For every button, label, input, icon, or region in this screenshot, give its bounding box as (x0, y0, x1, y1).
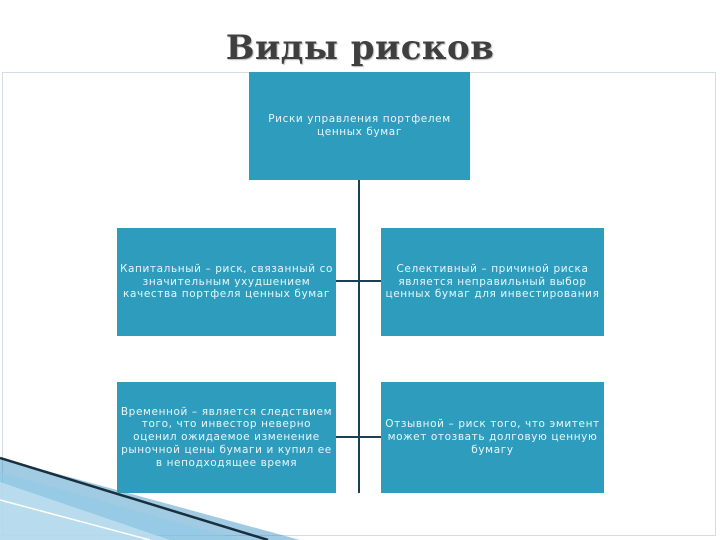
root-risk-node: Риски управления портфелем ценных бумаг (249, 72, 470, 180)
risk-node-selective: Селективный – причиной риска является неправильный выбор ценных бумаг для инвестирования (381, 228, 604, 336)
risk-node-callable: Отзывной – риск того, что эмитент может отозвать долговую ценную бумагу (381, 382, 604, 493)
slide-title: Виды рисков (225, 28, 495, 68)
risk-node-capital: Капитальный – риск, связанный со значительным ухудшением качества портфеля ценных бумаг (117, 228, 336, 336)
risk-node-temporal: Временной – является следствием того, что инвестор неверно оценил ожидаемое изменение рыночной цены бумаги и купил ее в неподходящее время (117, 382, 336, 493)
